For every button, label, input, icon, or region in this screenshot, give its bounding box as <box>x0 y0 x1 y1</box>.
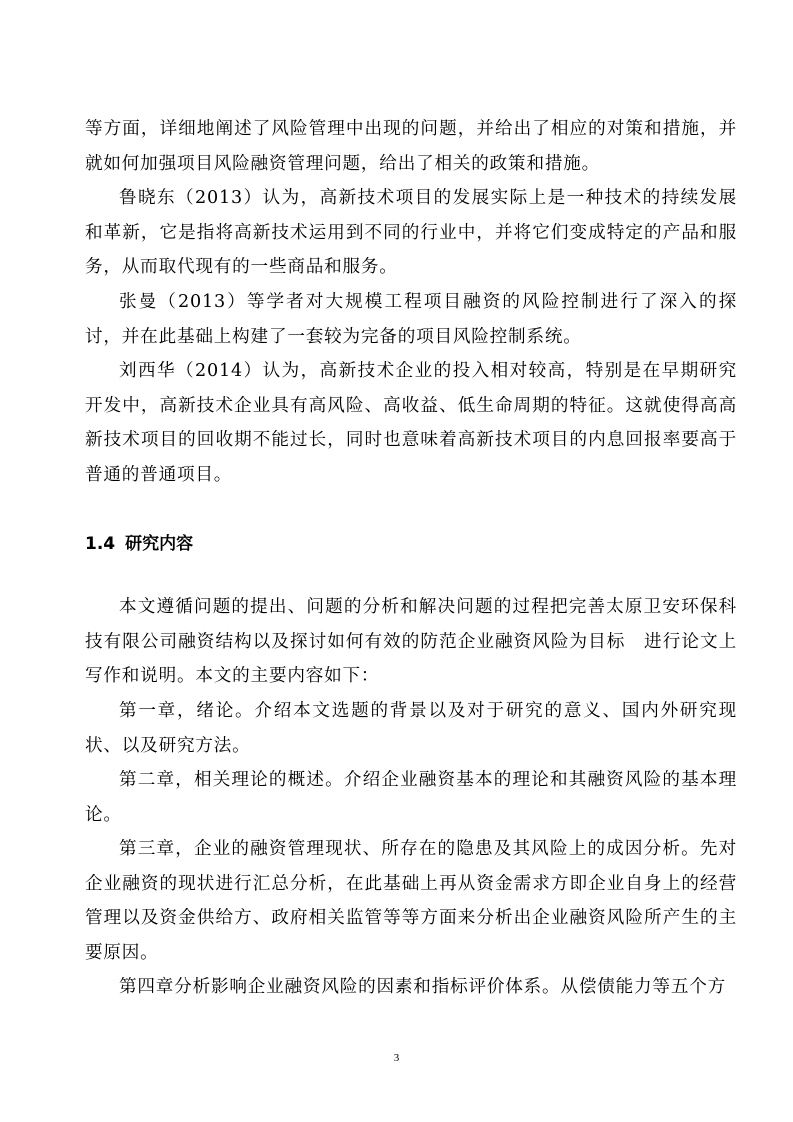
section-title: 研究内容 <box>125 534 194 554</box>
paragraph-liu-xihua: 刘西华（2014）认为，高新技术企业的投入相对较高，特别是在早期研究开发中，高新技术企业具有高风险、高收益、低生命周期的特征。这就使得高高新技术项目的回收期不能过长，同时也意味着高新技术项目的内息回报率要高于普通的普通项目。 <box>85 361 737 485</box>
paragraph-chapter-3: 第三章，企业的融资管理现状、所存在的隐患及其风险上的成因分析。先对企业融资的现状进行汇总分析，在此基础上再从资金需求方即企业自身上的经营管理以及资金供给方、政府相关监管等等方面来分析出企业融资风险所产生的主要原因。 <box>85 839 737 963</box>
section-heading <box>85 532 193 556</box>
paragraph-continuation: 等方面，详细地阐述了风险管理中出现的问题，并给出了相应的对策和措施，并就如何加强项目风险融资管理问题，给出了相关的政策和措施。 <box>85 119 737 174</box>
paragraph-intro: 本文遵循问题的提出、问题的分析和解决问题的过程把完善太原卫安环保科技有限公司融资结构以及探讨如何有效的防范企业融资风险为目标 进行论文上写作和说明。本文的主要内容如下： <box>85 597 737 686</box>
section-number: 1.4 <box>85 534 116 554</box>
paragraph-chapter-1: 第一章，绪论。介绍本文选题的背景以及对于研究的意义、国内外研究现状、以及研究方法。 <box>85 701 737 756</box>
paragraph-chapter-4: 第四章分析影响企业融资风险的因素和指标评价体系。从偿债能力等五个方 <box>119 977 726 997</box>
paragraph-chapter-2: 第二章，相关理论的概述。介绍企业融资基本的理论和其融资风险的基本理论。 <box>85 770 737 825</box>
paragraph-lu-xiaodong: 鲁晓东（2013）认为，高新技术项目的发展实际上是一种技术的持续发展和革新，它是指将高新技术运用到不同的行业中，并将它们变成特定的产品和服务，从而取代现有的一些商品和服务。 <box>85 188 737 277</box>
page-number: 3 <box>393 1052 400 1064</box>
paragraph-zhang-man: 张曼（2013）等学者对大规模工程项目融资的风险控制进行了深入的探讨，并在此基础上构建了一套较为完备的项目风险控制系统。 <box>85 292 737 347</box>
